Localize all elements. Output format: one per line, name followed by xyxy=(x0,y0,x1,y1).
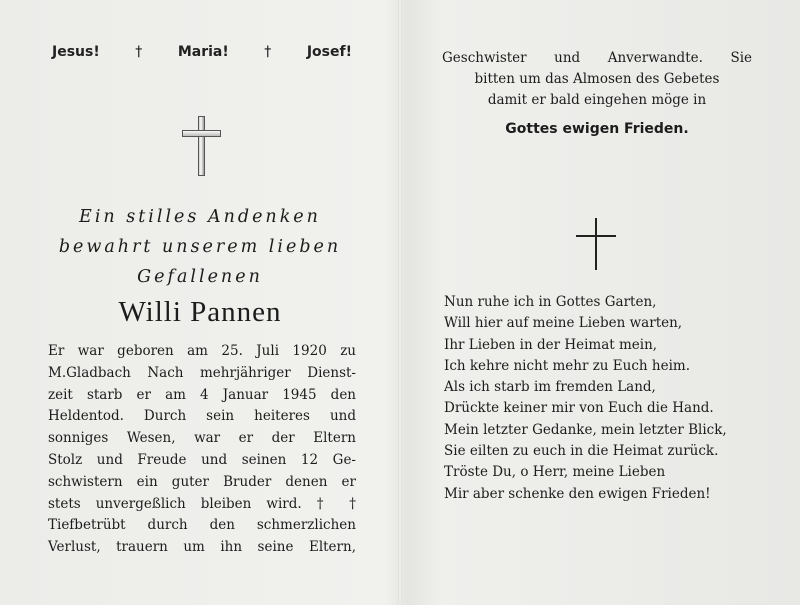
request-line: damit er bald eingehen möge in xyxy=(487,92,707,108)
poem-line: Nun ruhe ich in Gottes Garten, xyxy=(444,294,657,310)
poem-line: Sie eilten zu euch in die Heimat zurück. xyxy=(444,443,719,460)
poem xyxy=(444,292,754,505)
bio-line: Stolz und Freude und seinen 12 Ge- xyxy=(48,451,356,468)
memorial-line: Gefallenen xyxy=(137,267,263,287)
request-line: bitten um das Almosen des Gebetes xyxy=(474,71,720,87)
right-panel xyxy=(400,0,800,605)
request-line: Geschwister und Anverwandte. Sie xyxy=(442,50,752,66)
poem-line: Drückte keiner mir von Euch die Hand. xyxy=(444,400,714,417)
prayer-request xyxy=(442,48,752,140)
poem-line: Ich kehre nicht mehr zu Euch heim. xyxy=(444,357,690,374)
dagger-icon: † xyxy=(264,44,272,60)
poem-line: Tröste Du, o Herr, meine Lieben xyxy=(444,464,666,481)
poem-line: Mir aber schenke den ewigen Frieden! xyxy=(444,485,711,502)
bio-line: Verlust, trauern um ihn seine Eltern, xyxy=(48,539,356,556)
invocation-jesus: Jesus! xyxy=(52,44,100,60)
memorial-heading xyxy=(40,202,360,292)
biography-text xyxy=(48,341,356,559)
memorial-line: Ein stilles Andenken xyxy=(79,207,321,227)
bio-line: zeit starb er am 4 Januar 1945 den xyxy=(48,386,356,403)
memorial-line: bewahrt unserem lieben xyxy=(58,237,342,257)
bio-line: stets unvergeßlich bleiben wird. † † xyxy=(48,495,356,512)
bio-line: schwistern ein guter Bruder denen er xyxy=(48,473,356,490)
invocation-maria: Maria! xyxy=(177,44,229,60)
cross-icon xyxy=(182,116,220,174)
poem-line: Ihr Lieben in der Heimat mein, xyxy=(444,336,658,353)
bio-line: M.Gladbach Nach mehrjähriger Dienst- xyxy=(48,364,356,381)
invocation-line xyxy=(52,44,352,60)
bio-line: Tiefbetrübt durch den schmerzlichen xyxy=(48,517,356,534)
peace-line: Gottes ewigen Frieden. xyxy=(505,121,689,137)
bio-line: Heldentod. Durch sein heiteres und xyxy=(48,408,356,425)
dagger-icon: † xyxy=(135,44,143,60)
poem-line: Will hier auf meine Lieben warten, xyxy=(444,315,683,332)
bio-line: sonniges Wesen, war er der Eltern xyxy=(48,430,356,447)
poem-line: Als ich starb im fremden Land, xyxy=(444,379,656,396)
cross-icon xyxy=(576,218,616,270)
bio-line: Er war geboren am 25. Juli 1920 zu xyxy=(48,343,356,359)
poem-line: Mein letzter Gedanke, mein letzter Blick, xyxy=(444,421,727,438)
deceased-name: Willi Pannen xyxy=(118,296,282,328)
invocation-josef: Josef! xyxy=(306,44,352,60)
